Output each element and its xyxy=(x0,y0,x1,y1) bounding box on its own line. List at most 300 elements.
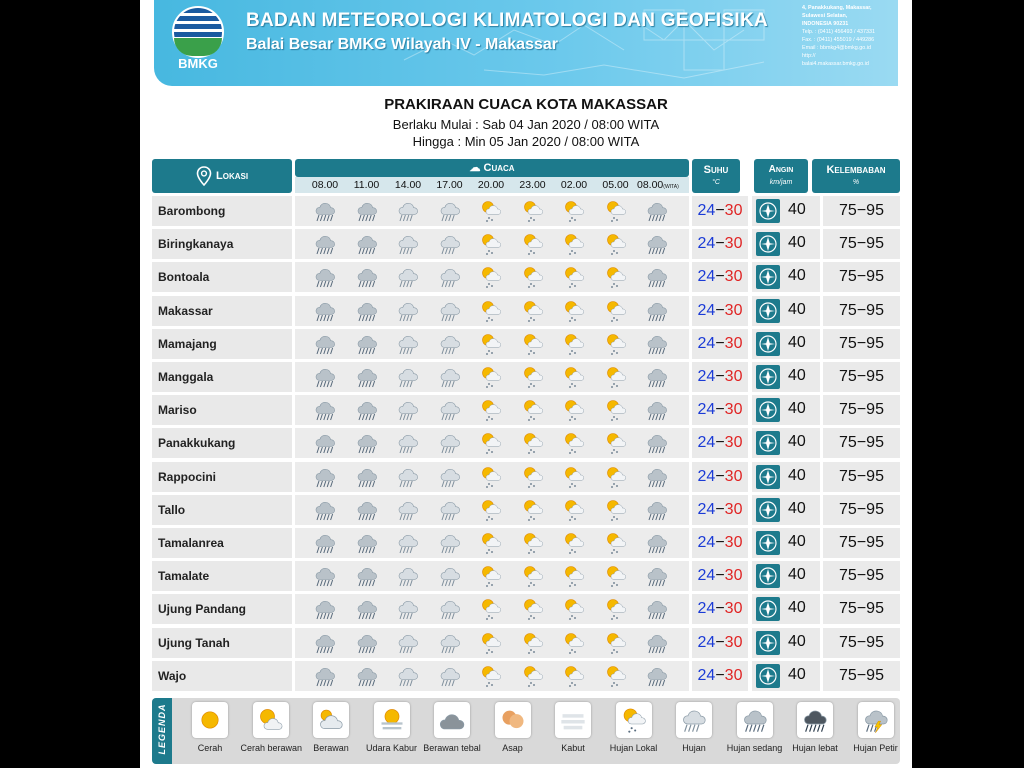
weather-hujan-sedang-icon xyxy=(355,332,379,356)
location-cell xyxy=(152,428,292,458)
wind-compass-icon xyxy=(756,199,780,223)
time-label-text: 08.00 xyxy=(311,179,339,191)
weather-hujan-icon xyxy=(438,232,462,256)
humidity-cell: 75−95 xyxy=(823,561,900,591)
weather-hujan-sedang-icon xyxy=(313,265,337,289)
weather-hujan-icon xyxy=(396,465,420,489)
time-label xyxy=(305,179,345,191)
temp-dash: − xyxy=(715,202,725,219)
temp-min: 24 xyxy=(697,235,716,253)
temp-min: 24 xyxy=(697,600,716,618)
weather-hujan-icon xyxy=(438,332,462,356)
temp-min: 24 xyxy=(697,633,716,651)
temp-min: 24 xyxy=(697,567,716,585)
weather-hujan-lokal-icon xyxy=(604,597,628,621)
weather-hujan-lokal-icon xyxy=(521,232,545,256)
time-header-row xyxy=(295,177,689,193)
weather-cell xyxy=(295,528,689,558)
agency-name: BADAN METEOROLOGI KLIMATOLOGI DAN GEOFISIKA xyxy=(246,10,769,31)
time-label xyxy=(471,179,511,191)
temperature-cell xyxy=(692,395,748,425)
header-location xyxy=(152,159,292,193)
weather-hujan-lokal-icon xyxy=(521,332,545,356)
weather-hujan-lokal-icon xyxy=(479,431,503,455)
legend-tab xyxy=(152,698,172,764)
legend-item xyxy=(422,702,482,753)
wind-compass-icon xyxy=(756,332,780,356)
humidity-cell: 75−95 xyxy=(823,296,900,326)
table-row xyxy=(152,329,900,359)
weather-hujan-icon xyxy=(396,265,420,289)
weather-hujan-sedang-icon xyxy=(313,631,337,655)
humidity-cell: 75−95 xyxy=(823,229,900,259)
temperature-cell xyxy=(692,528,748,558)
temp-max: 30 xyxy=(724,467,743,485)
wind-cell xyxy=(752,661,820,691)
temp-dash: − xyxy=(715,368,725,385)
temp-min: 24 xyxy=(697,368,716,385)
weather-hujan-lokal-icon xyxy=(479,597,503,621)
weather-hujan-sedang-icon xyxy=(645,332,669,356)
weather-hujan-sedang-icon xyxy=(313,332,337,356)
legend-label: Udara Kabur xyxy=(365,743,418,753)
legend-cerah-icon xyxy=(192,702,228,738)
temp-dash: − xyxy=(715,633,725,651)
location-name: Ujung Pandang xyxy=(158,602,246,617)
weather-hujan-lokal-icon xyxy=(479,199,503,223)
legend-hujan-icon xyxy=(676,702,712,738)
contact-line: Fax. : (0411) 455019 / 449286 xyxy=(802,37,875,43)
temp-dash: − xyxy=(715,534,725,551)
weather-hujan-lokal-icon xyxy=(562,199,586,223)
weather-hujan-icon xyxy=(438,498,462,522)
temp-dash: − xyxy=(715,301,725,319)
temperature-cell xyxy=(692,262,748,292)
temp-max: 30 xyxy=(724,666,743,684)
location-name: Rappocini xyxy=(158,469,217,484)
location-cell xyxy=(152,462,292,492)
temperature-cell xyxy=(692,196,748,226)
legend-item xyxy=(785,702,845,753)
office-name: Balai Besar BMKG Wilayah IV - Makassar xyxy=(246,36,558,53)
location-cell xyxy=(152,561,292,591)
location-name: Makassar xyxy=(158,303,213,318)
temp-min: 24 xyxy=(697,666,716,684)
weather-hujan-lokal-icon xyxy=(604,531,628,555)
weather-hujan-lokal-icon xyxy=(521,631,545,655)
wind-speed: 40 xyxy=(788,267,806,285)
temp-max: 30 xyxy=(724,368,743,385)
wind-compass-icon xyxy=(756,597,780,621)
weather-hujan-icon xyxy=(396,664,420,688)
address-line: Sulawesi Selatan, xyxy=(802,13,848,19)
header-weather-label: Cuaca xyxy=(483,162,515,174)
weather-hujan-lokal-icon xyxy=(521,365,545,389)
wind-cell xyxy=(752,395,820,425)
weather-hujan-lokal-icon xyxy=(521,398,545,422)
temp-dash: − xyxy=(715,334,725,352)
temperature-cell xyxy=(692,428,748,458)
location-cell xyxy=(152,594,292,624)
legend-label: Cerah xyxy=(197,743,223,753)
temp-dash: − xyxy=(715,600,725,618)
wind-cell xyxy=(752,628,820,658)
time-label-text: 02.00 xyxy=(560,179,588,191)
weather-hujan-lokal-icon xyxy=(479,365,503,389)
weather-hujan-lokal-icon xyxy=(479,531,503,555)
weather-hujan-lokal-icon xyxy=(479,664,503,688)
table-row xyxy=(152,296,900,326)
weather-hujan-lokal-icon xyxy=(562,631,586,655)
temp-max: 30 xyxy=(724,202,743,219)
weather-hujan-lokal-icon xyxy=(562,664,586,688)
time-label-text: 08.00 xyxy=(637,179,664,191)
weather-cell xyxy=(295,296,689,326)
weather-hujan-sedang-icon xyxy=(355,597,379,621)
wind-cell xyxy=(752,262,820,292)
weather-hujan-lokal-icon xyxy=(562,531,586,555)
weather-hujan-lokal-icon xyxy=(479,498,503,522)
weather-hujan-icon xyxy=(396,232,420,256)
weather-hujan-sedang-icon xyxy=(355,398,379,422)
weather-hujan-icon xyxy=(438,631,462,655)
weather-hujan-lokal-icon xyxy=(562,465,586,489)
temp-dash: − xyxy=(715,500,725,518)
legend-hujan-petir-icon xyxy=(858,702,894,738)
globe-icon xyxy=(172,6,224,58)
temp-dash: − xyxy=(715,235,725,253)
time-label xyxy=(430,179,470,191)
location-name: Manggala xyxy=(158,370,214,384)
legend-item xyxy=(725,702,785,753)
valid-from: Berlaku Mulai : Sab 04 Jan 2020 / 08:00 WITA xyxy=(392,117,660,132)
weather-hujan-lokal-icon xyxy=(604,398,628,422)
legend-item xyxy=(664,702,724,753)
address-block xyxy=(802,4,898,68)
table-row xyxy=(152,594,900,624)
wind-speed: 40 xyxy=(788,333,806,351)
weather-hujan-lokal-icon xyxy=(604,199,628,223)
header-humidity xyxy=(812,159,900,193)
temp-min: 24 xyxy=(697,467,716,485)
location-cell xyxy=(152,229,292,259)
weather-cell xyxy=(295,594,689,624)
temperature-cell xyxy=(692,628,748,658)
weather-hujan-lokal-icon xyxy=(604,465,628,489)
weather-hujan-sedang-icon xyxy=(355,664,379,688)
legend-udara-kabur-icon xyxy=(374,702,410,738)
weather-hujan-lokal-icon xyxy=(521,564,545,588)
weather-hujan-lokal-icon xyxy=(562,431,586,455)
address-line: INDONESIA 90231 xyxy=(802,21,849,27)
temp-min: 24 xyxy=(697,268,716,286)
location-cell xyxy=(152,196,292,226)
wind-cell xyxy=(752,428,820,458)
weather-hujan-lokal-icon xyxy=(562,498,586,522)
weather-hujan-lokal-icon xyxy=(479,631,503,655)
location-cell xyxy=(152,495,292,525)
weather-hujan-icon xyxy=(438,431,462,455)
temp-max: 30 xyxy=(724,268,743,286)
header-wind-label: Angin xyxy=(768,164,794,175)
weather-hujan-lokal-icon xyxy=(521,597,545,621)
weather-hujan-lokal-icon xyxy=(521,299,545,323)
legend-label: Kabut xyxy=(561,743,585,753)
logo-text: BMKG xyxy=(178,56,218,71)
weather-hujan-icon xyxy=(438,465,462,489)
temperature-cell xyxy=(692,229,748,259)
weather-hujan-lokal-icon xyxy=(562,597,586,621)
time-label-text: 11.00 xyxy=(353,179,380,191)
wind-compass-icon xyxy=(756,465,780,489)
weather-hujan-sedang-icon xyxy=(313,664,337,688)
wind-speed: 40 xyxy=(788,201,806,218)
wind-speed: 40 xyxy=(788,234,806,252)
weather-cell xyxy=(295,395,689,425)
wind-compass-icon xyxy=(756,531,780,555)
legend-label: Asap xyxy=(502,743,523,753)
weather-hujan-lokal-icon xyxy=(562,299,586,323)
temp-dash: − xyxy=(715,666,725,684)
weather-hujan-sedang-icon xyxy=(355,265,379,289)
location-cell xyxy=(152,296,292,326)
weather-hujan-sedang-icon xyxy=(645,199,669,223)
wind-compass-icon xyxy=(756,265,780,289)
cloud-icon: ☁ xyxy=(469,162,484,174)
weather-hujan-icon xyxy=(438,365,462,389)
wind-cell xyxy=(752,296,820,326)
contact-line: Email : bbmkg4@bmkg.go.id xyxy=(802,45,871,51)
humidity-cell: 75−95 xyxy=(823,628,900,658)
temp-max: 30 xyxy=(724,401,743,419)
temp-min: 24 xyxy=(697,434,716,452)
wind-cell xyxy=(752,229,820,259)
wind-speed: 40 xyxy=(788,367,806,384)
legend-asap-icon xyxy=(495,702,531,738)
weather-hujan-sedang-icon xyxy=(645,498,669,522)
location-name: Bontoala xyxy=(158,270,210,285)
time-label xyxy=(347,179,387,191)
humidity-cell: 75−95 xyxy=(823,594,900,624)
wind-cell xyxy=(752,196,820,226)
location-name: Tamalate xyxy=(158,569,210,584)
legend-label: Hujan lebat xyxy=(792,743,838,753)
weather-hujan-lokal-icon xyxy=(604,564,628,588)
time-label-text: 17.00 xyxy=(436,179,463,191)
time-label xyxy=(513,179,553,191)
weather-hujan-sedang-icon xyxy=(313,365,337,389)
weather-cell xyxy=(295,661,689,691)
time-label-text: 05.00 xyxy=(602,179,629,191)
weather-hujan-lokal-icon xyxy=(479,398,503,422)
legend-title: LEGENDA xyxy=(157,703,167,755)
weather-hujan-sedang-icon xyxy=(313,498,337,522)
legend-item xyxy=(846,702,906,753)
legend-berawan-tebal-icon xyxy=(434,702,470,738)
legend-label: Berawan tebal xyxy=(423,743,481,753)
weather-hujan-lokal-icon xyxy=(604,498,628,522)
location-name: Tallo xyxy=(158,502,186,517)
table-row xyxy=(152,362,900,392)
temp-dash: − xyxy=(715,434,725,452)
table-row xyxy=(152,561,900,591)
weather-hujan-lokal-icon xyxy=(604,365,628,389)
header-wind-unit: km/jam xyxy=(769,179,793,186)
weather-hujan-icon xyxy=(438,664,462,688)
temp-min: 24 xyxy=(697,301,716,319)
weather-hujan-sedang-icon xyxy=(645,232,669,256)
contact-line: balai4.makassar.bmkg.go.id xyxy=(802,61,869,67)
temperature-cell xyxy=(692,296,748,326)
temperature-cell xyxy=(692,329,748,359)
wind-cell xyxy=(752,594,820,624)
weather-hujan-sedang-icon xyxy=(313,465,337,489)
legend-cerah-berawan-icon xyxy=(253,702,289,738)
weather-hujan-lokal-icon xyxy=(521,199,545,223)
legend-item xyxy=(241,702,301,753)
time-label xyxy=(388,179,428,191)
time-zone-suffix: (WITA) xyxy=(663,184,679,190)
temp-max: 30 xyxy=(724,534,743,551)
location-cell xyxy=(152,661,292,691)
location-name: Barombong xyxy=(158,204,226,218)
weather-cell xyxy=(295,561,689,591)
weather-hujan-sedang-icon xyxy=(313,564,337,588)
wind-speed: 40 xyxy=(788,566,806,584)
humidity-cell: 75−95 xyxy=(823,362,900,392)
weather-hujan-icon xyxy=(396,332,420,356)
location-name: Panakkukang xyxy=(158,436,236,451)
weather-cell xyxy=(295,262,689,292)
weather-hujan-lokal-icon xyxy=(479,232,503,256)
weather-cell xyxy=(295,462,689,492)
legend-label: Hujan Petir xyxy=(853,743,898,753)
wind-speed: 40 xyxy=(788,400,806,418)
weather-hujan-sedang-icon xyxy=(645,531,669,555)
weather-hujan-icon xyxy=(396,299,420,323)
temperature-cell xyxy=(692,594,748,624)
time-label-text: 20.00 xyxy=(477,179,505,191)
wind-compass-icon xyxy=(756,564,780,588)
weather-hujan-icon xyxy=(396,531,420,555)
weather-hujan-lokal-icon xyxy=(521,664,545,688)
table-row xyxy=(152,428,900,458)
temperature-cell xyxy=(692,661,748,691)
weather-hujan-icon xyxy=(396,199,420,223)
temp-min: 24 xyxy=(697,334,716,352)
weather-cell xyxy=(295,362,689,392)
legend-hujan-sedang-icon xyxy=(737,702,773,738)
weather-hujan-icon xyxy=(438,597,462,621)
weather-hujan-lokal-icon xyxy=(479,265,503,289)
weather-hujan-lokal-icon xyxy=(479,564,503,588)
temperature-cell xyxy=(692,462,748,492)
weather-hujan-sedang-icon xyxy=(645,398,669,422)
weather-hujan-icon xyxy=(396,498,420,522)
location-cell xyxy=(152,329,292,359)
weather-hujan-sedang-icon xyxy=(645,431,669,455)
weather-hujan-sedang-icon xyxy=(313,232,337,256)
page-title: PRAKIRAAN CUACA KOTA MAKASSAR xyxy=(384,96,668,113)
wind-compass-icon xyxy=(756,365,780,389)
humidity-cell: 75−95 xyxy=(823,462,900,492)
legend-hujan-lokal-icon xyxy=(616,702,652,738)
weather-hujan-icon xyxy=(396,365,420,389)
temp-max: 30 xyxy=(724,633,743,651)
time-label-text: 14.00 xyxy=(394,179,422,191)
weather-hujan-lokal-icon xyxy=(521,431,545,455)
weather-hujan-icon xyxy=(438,265,462,289)
location-cell xyxy=(152,362,292,392)
weather-hujan-lokal-icon xyxy=(604,631,628,655)
humidity-cell: 75−95 xyxy=(823,196,900,226)
table-row xyxy=(152,229,900,259)
weather-hujan-sedang-icon xyxy=(355,465,379,489)
temp-max: 30 xyxy=(724,301,743,319)
location-pin-icon xyxy=(196,166,212,186)
weather-hujan-sedang-icon xyxy=(355,299,379,323)
weather-hujan-lokal-icon xyxy=(521,265,545,289)
weather-hujan-icon xyxy=(438,199,462,223)
temp-max: 30 xyxy=(724,334,743,352)
wind-compass-icon xyxy=(756,431,780,455)
weather-hujan-sedang-icon xyxy=(645,265,669,289)
legend-item xyxy=(362,702,422,753)
weather-hujan-lokal-icon xyxy=(562,398,586,422)
wind-cell xyxy=(752,495,820,525)
temp-dash: − xyxy=(715,401,725,419)
weather-hujan-sedang-icon xyxy=(355,232,379,256)
valid-to: Hingga : Min 05 Jan 2020 / 08:00 WITA xyxy=(412,134,640,149)
weather-hujan-sedang-icon xyxy=(645,597,669,621)
weather-hujan-lokal-icon xyxy=(521,465,545,489)
table-row xyxy=(152,661,900,691)
humidity-cell: 75−95 xyxy=(823,495,900,525)
wind-cell xyxy=(752,362,820,392)
weather-hujan-icon xyxy=(396,631,420,655)
weather-hujan-sedang-icon xyxy=(313,597,337,621)
weather-hujan-icon xyxy=(438,398,462,422)
weather-hujan-lokal-icon xyxy=(604,332,628,356)
weather-hujan-sedang-icon xyxy=(645,564,669,588)
temp-min: 24 xyxy=(697,202,716,219)
weather-hujan-sedang-icon xyxy=(313,531,337,555)
table-row xyxy=(152,528,900,558)
weather-hujan-sedang-icon xyxy=(645,465,669,489)
forecast-sheet xyxy=(140,0,912,768)
contact-line: Telp. : (0411) 456493 / 437331 xyxy=(802,29,876,35)
weather-hujan-icon xyxy=(438,564,462,588)
weather-cell xyxy=(295,196,689,226)
weather-cell xyxy=(295,329,689,359)
weather-hujan-icon xyxy=(396,564,420,588)
wind-compass-icon xyxy=(756,398,780,422)
legend-item xyxy=(301,702,361,753)
weather-hujan-icon xyxy=(396,431,420,455)
header-temperature xyxy=(692,159,740,193)
wind-cell xyxy=(752,329,820,359)
header-banner xyxy=(154,0,898,86)
weather-hujan-sedang-icon xyxy=(313,199,337,223)
weather-hujan-lokal-icon xyxy=(479,332,503,356)
weather-hujan-sedang-icon xyxy=(355,631,379,655)
weather-hujan-lokal-icon xyxy=(604,664,628,688)
wind-cell xyxy=(752,462,820,492)
temp-dash: − xyxy=(715,268,725,286)
weather-hujan-sedang-icon xyxy=(313,431,337,455)
time-label xyxy=(554,179,594,191)
location-cell xyxy=(152,395,292,425)
